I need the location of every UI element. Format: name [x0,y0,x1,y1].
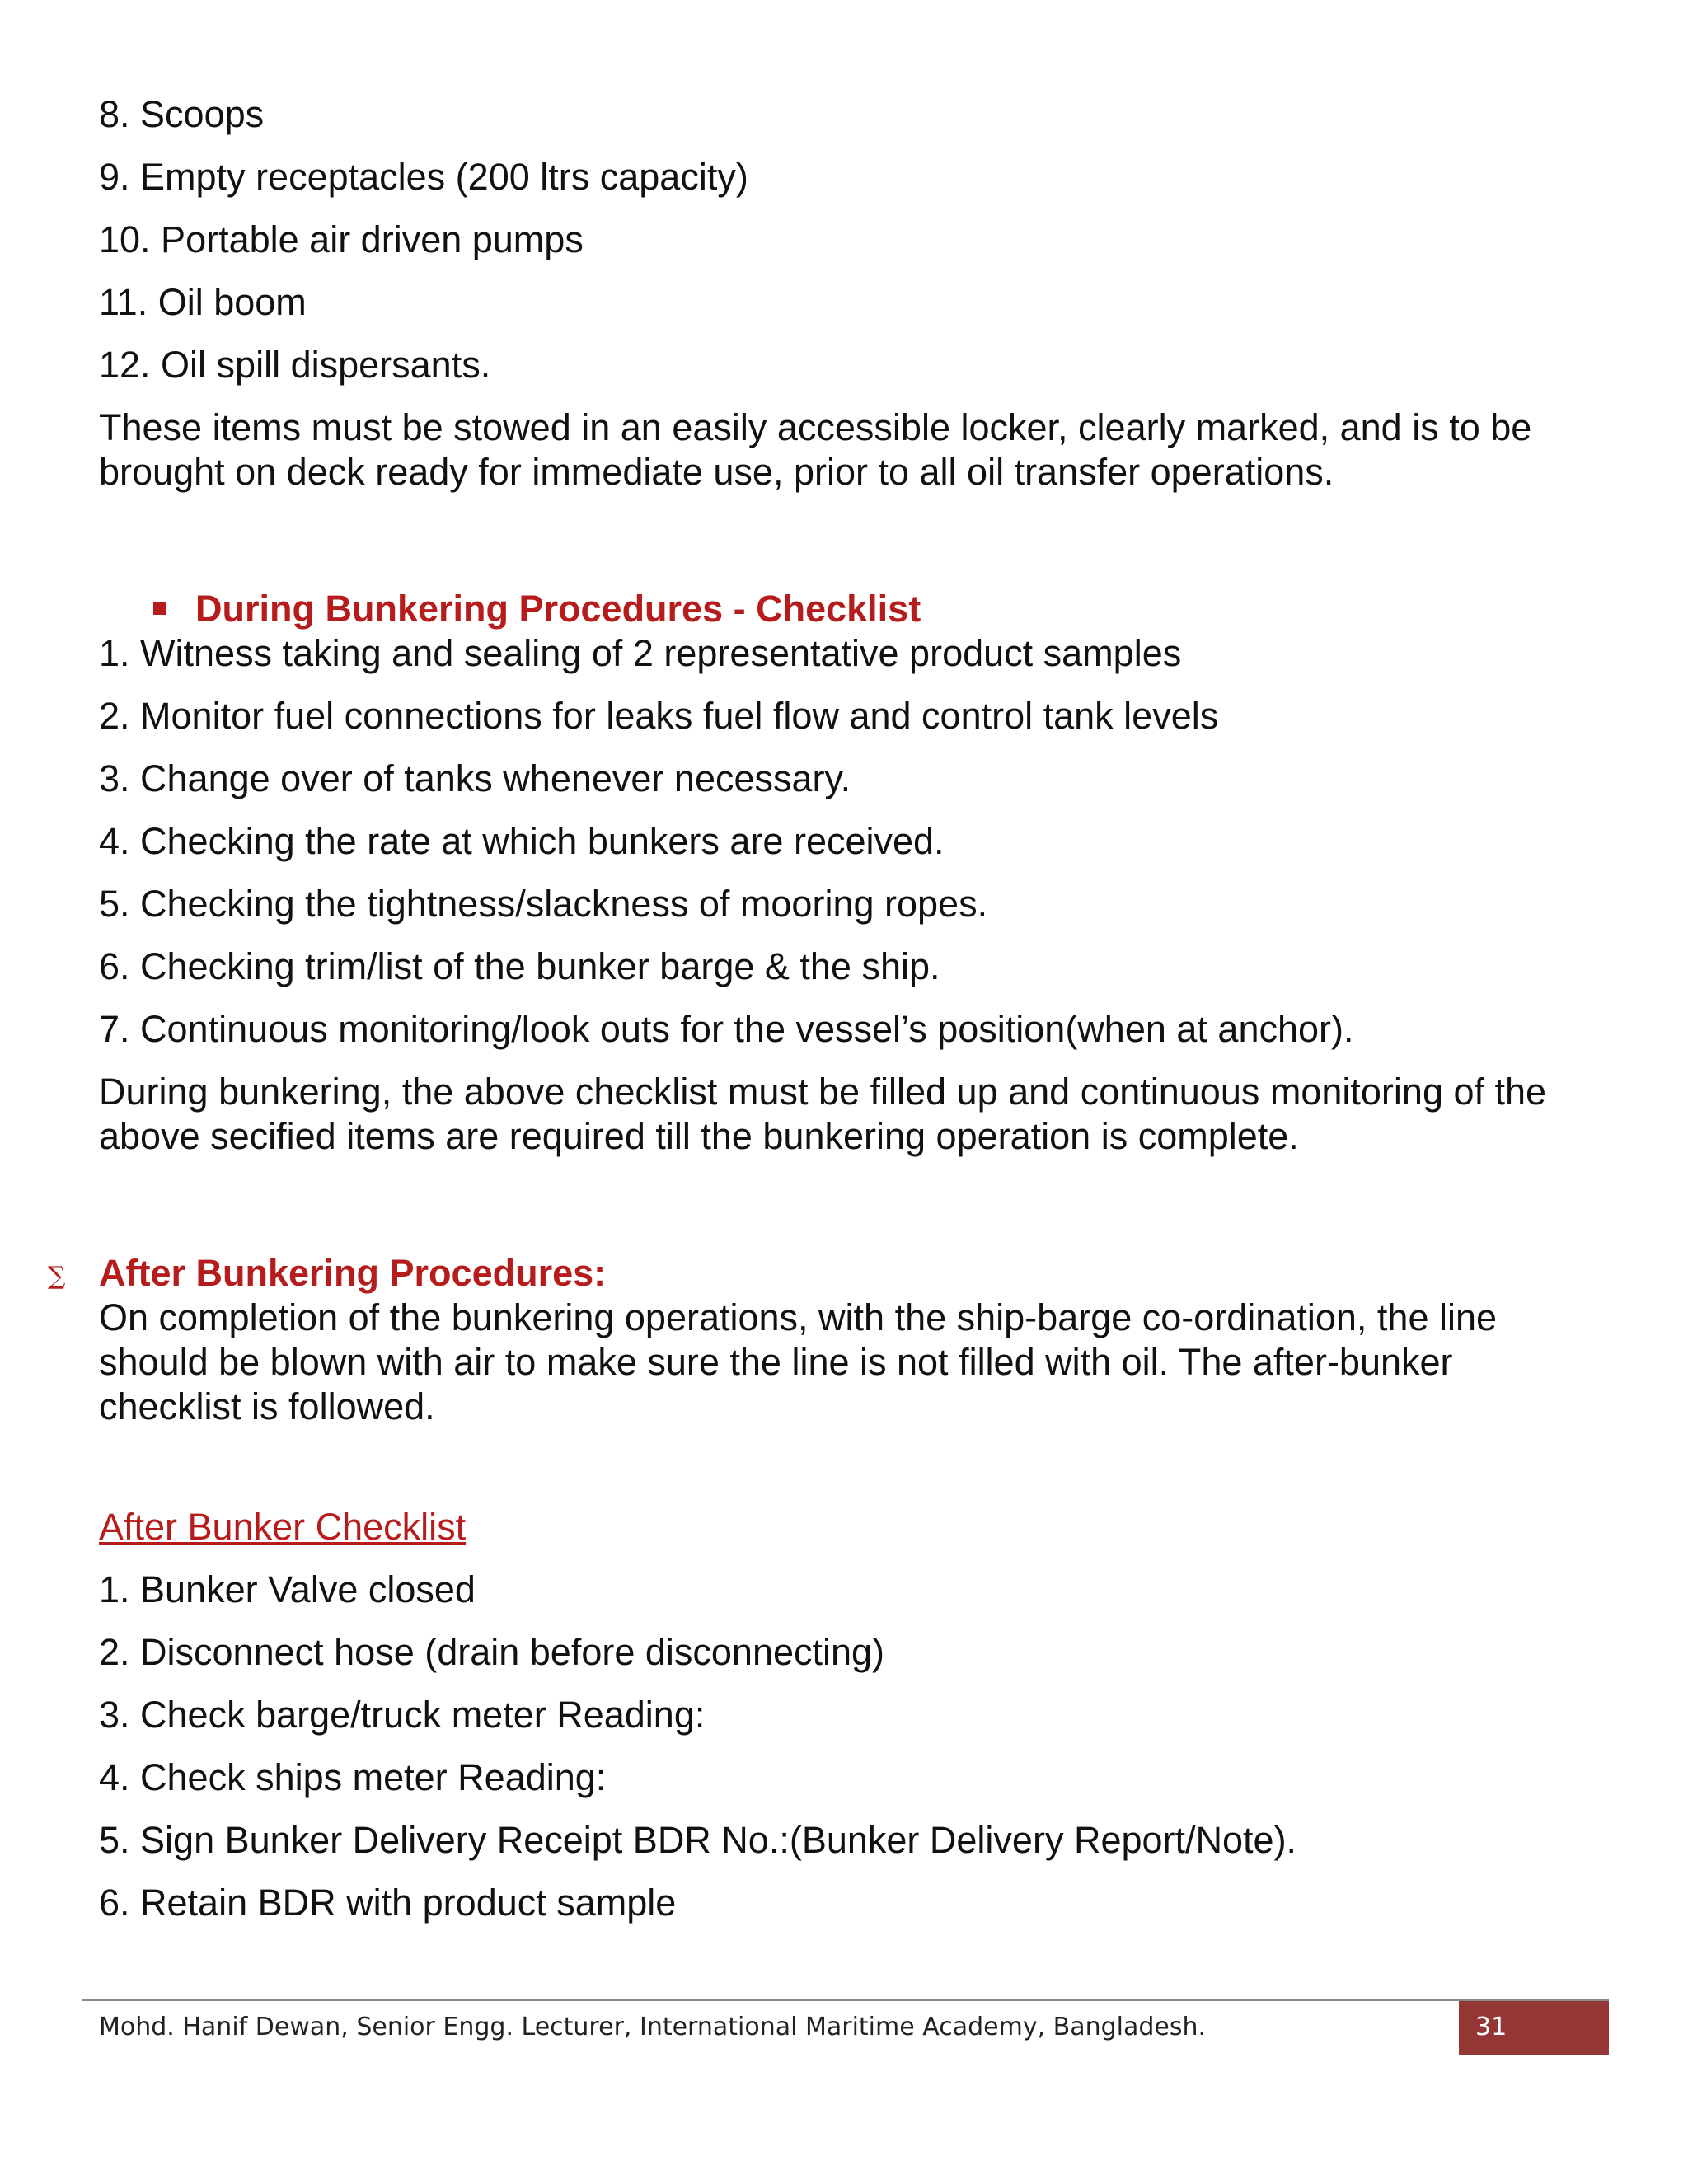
after-bunker-checklist [99,1568,1582,1925]
list-item: 4. Checking the rate at which bunkers are received. [99,820,945,862]
page-content [48,92,1582,1943]
after-bunkering-intro: On completion of the bunkering operations, with the ship-barge co-ordination, the line should be blown with air to make sure the line is not filled with oil. The after-bunker checklist is followed. [99,1296,1498,1427]
list-item: 3. Change over of tanks whenever necessary. [99,757,851,799]
during-bunkering-note: During bunkering, the above checklist must be filled up and continuous monitoring of the above secified items are required till the bunkering operation is complete. [99,1071,1547,1157]
list-item: 8. Scoops [99,93,265,135]
list-item: 12. Oil spill dispersants. [99,344,491,386]
page-number-box [1459,2001,1609,2055]
list-item: 6. Checking trim/list of the bunker barge & the ship. [99,945,940,987]
during-bunkering-heading [99,587,1582,631]
list-item: 3. Check barge/truck meter Reading: [99,1694,706,1736]
during-bunkering-checklist [99,631,1582,1052]
after-bunkering-heading [48,1251,1582,1296]
list-item: 2. Monitor fuel connections for leaks fuel flow and control tank levels [99,695,1219,737]
list-item: 1. Witness taking and sealing of 2 representative product samples [99,632,1182,674]
during-bunkering-heading-text: During Bunkering Procedures - Checklist [195,588,921,630]
sigma-bullet-icon: ∑ [48,1262,66,1291]
list-item: 7. Continuous monitoring/look outs for the vessel’s position(when at anchor). [99,1008,1354,1050]
list-item: 10. Portable air driven pumps [99,218,584,260]
after-bunker-checklist-title: After Bunker Checklist [99,1506,467,1548]
footer-author-line: Mohd. Hanif Dewan, Senior Engg. Lecturer, International Maritime Academy, Bangladesh. [99,2013,1207,2041]
list-item: 9. Empty receptacles (200 ltrs capacity) [99,156,748,198]
stowage-note: These items must be stowed in an easily accessible locker, clearly marked, and is to be brought on deck ready for immediate use, prior to all oil transfer operations. [99,406,1532,493]
equipment-list-continued [99,92,1582,387]
list-item: 11. Oil boom [99,281,307,323]
square-bullet-icon [153,602,166,615]
page-number: 31 [1475,2013,1507,2041]
list-item: 5. Sign Bunker Delivery Receipt BDR No.:(Bunker Delivery Report/Note). [99,1819,1297,1861]
list-item: 4. Check ships meter Reading: [99,1756,607,1798]
list-item: 2. Disconnect hose (drain before disconnecting) [99,1631,885,1673]
list-item: 6. Retain BDR with product sample [99,1882,677,1924]
footer-divider [82,1999,1609,2001]
after-bunkering-heading-text: After Bunkering Procedures: [99,1252,607,1294]
list-item: 1. Bunker Valve closed [99,1568,476,1610]
list-item: 5. Checking the tightness/slackness of mooring ropes. [99,883,988,925]
